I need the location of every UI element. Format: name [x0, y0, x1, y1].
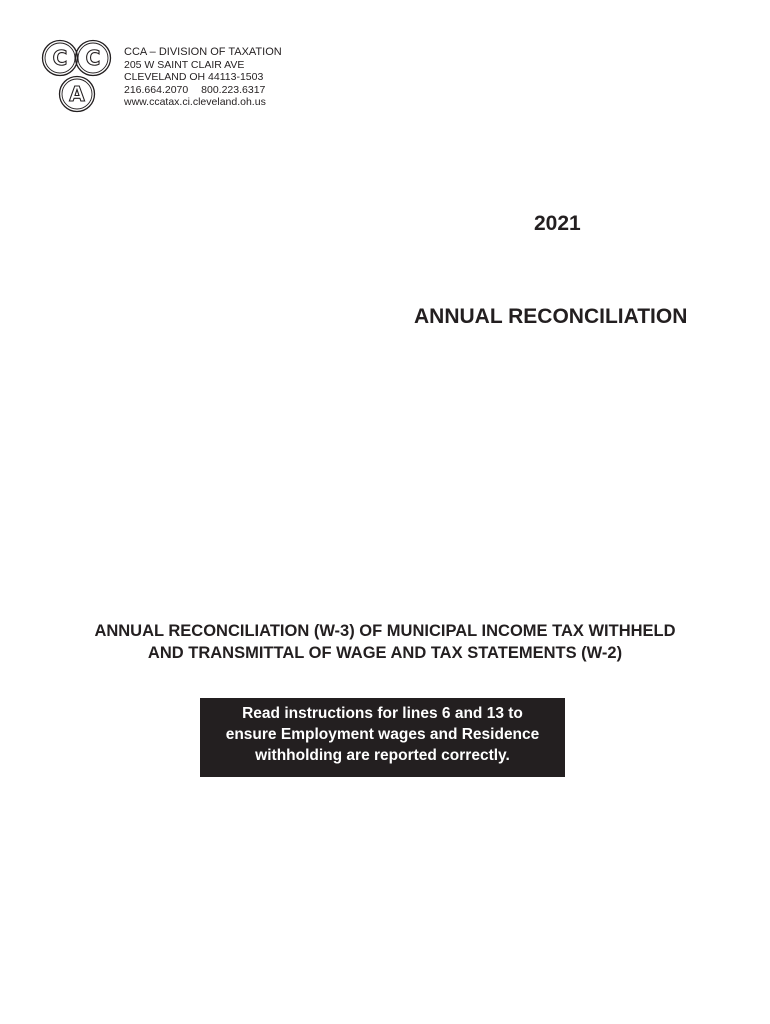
logo-letter-a: A: [69, 82, 85, 106]
phone-toll-free: 800.223.6317: [201, 83, 266, 96]
document-title: ANNUAL RECONCILIATION: [414, 305, 688, 328]
website: www.ccatax.ci.cleveland.oh.us: [124, 96, 266, 109]
address-block: [124, 46, 282, 109]
notice-line: ensure Employment wages and Residence: [225, 726, 540, 743]
notice-line: withholding are reported correctly.: [255, 747, 510, 764]
cca-logo-icon: [40, 38, 116, 116]
notice-line: Read instructions for lines 6 and 13 to: [242, 705, 523, 722]
document-subtitle: [0, 620, 770, 664]
phone-line: [124, 84, 282, 97]
logo-letter-c2: C: [85, 46, 101, 70]
subtitle-line: ANNUAL RECONCILIATION (W-3) OF MUNICIPAL INCOME TAX WITHHELD: [94, 622, 676, 640]
tax-year: 2021: [534, 212, 581, 235]
subtitle-line: AND TRANSMITTAL OF WAGE AND TAX STATEMENTS (W-2): [147, 644, 623, 662]
street-address: 205 W SAINT CLAIR AVE: [124, 58, 245, 71]
logo-letter-c1: C: [52, 46, 68, 70]
phone-local: 216.664.2070: [124, 83, 189, 96]
city-line: CLEVELAND OH 44113-1503: [124, 71, 264, 84]
instructions-notice: [200, 698, 565, 777]
organization-name: CCA – DIVISION OF TAXATION: [124, 46, 282, 58]
